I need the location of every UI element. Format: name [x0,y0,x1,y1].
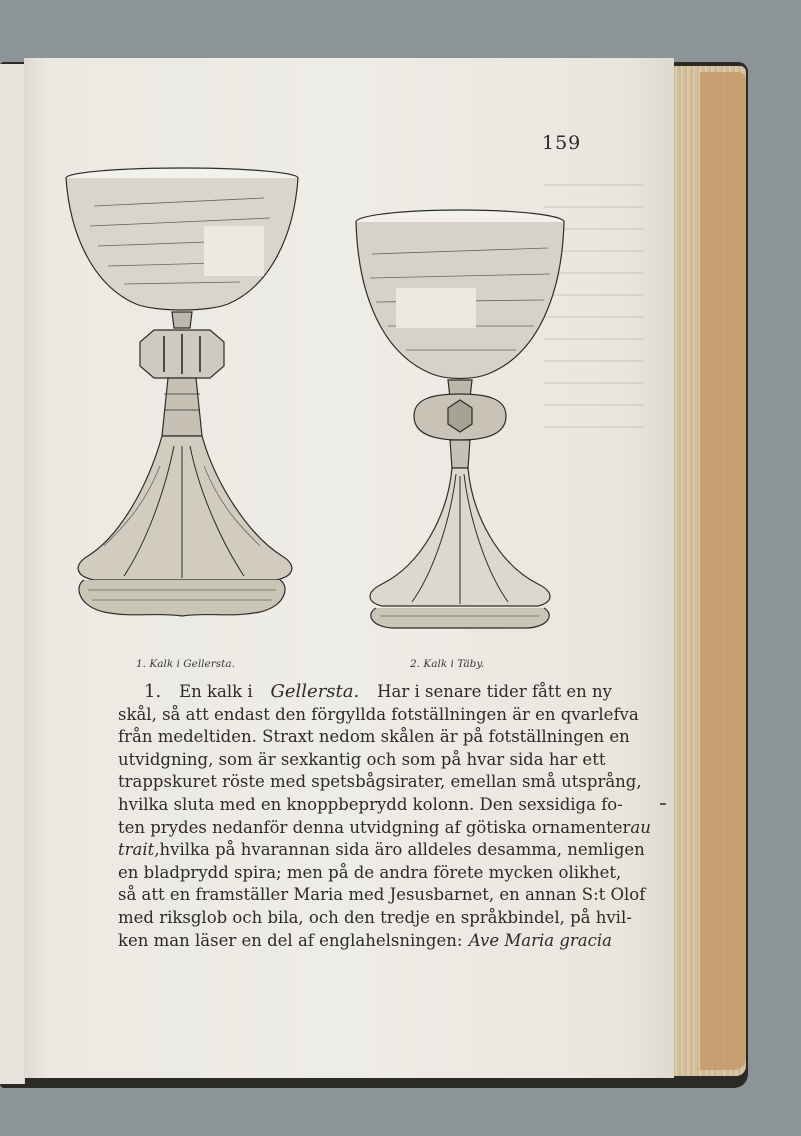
text-line-2: skål, så att endast den förgyllda fotställningen är en qvarlefva [118,704,639,724]
text-line-9: en bladprydd spira; men på de andra förete mycken olikhet, [118,862,622,882]
figure-caption-2: 2. Kalk i Täby. [410,658,485,670]
chalice-gellersta-illustration [64,166,304,626]
text-line-1: 1. En kalk i Gellersta. Har i senare tider fått en ny [144,681,612,702]
right-page [24,58,674,1078]
text-line-11: med riksglob och bila, och den tredje en språkbindel, på hvil- [118,907,632,927]
text-line-4: utvidgning, som är sexkantig och som på hvar sida har ett [118,749,606,769]
margin-mark [660,803,666,805]
text-line-6: hvilka sluta med en knoppbeprydd kolonn. Den sexsidiga fo- [118,794,623,814]
text-line-10: så att en framställer Maria med Jesusbarnet, en annan S:t Olof [118,885,646,905]
page-number: 159 [542,132,582,154]
figure-caption-1: 1. Kalk i Gellersta. [136,658,235,670]
left-page-sliver [0,64,25,1084]
body-text [118,681,651,952]
place-name: Gellersta. [270,681,360,702]
chalice-taby-illustration [352,204,570,630]
text-line-12: ken man läser en del af englahelsningen: Ave Maria gracia [118,930,612,950]
text-line-8: trait, hvilka på hvarannan sida äro alldeles desamma, nemligen [118,840,645,860]
text-line-3: från medeltiden. Straxt nedom skålen är på fotställningen en [118,727,630,747]
paragraph-number: 1. [144,681,162,702]
book [0,58,748,1088]
text-line-5: trappskuret röste med spetsbågsirater, emellan små utsprång, [118,772,642,792]
text-line-7: ten prydes nedanför denna utvidgning af götiska ornamenter au [118,817,651,837]
page-edges-worn [700,72,746,1070]
